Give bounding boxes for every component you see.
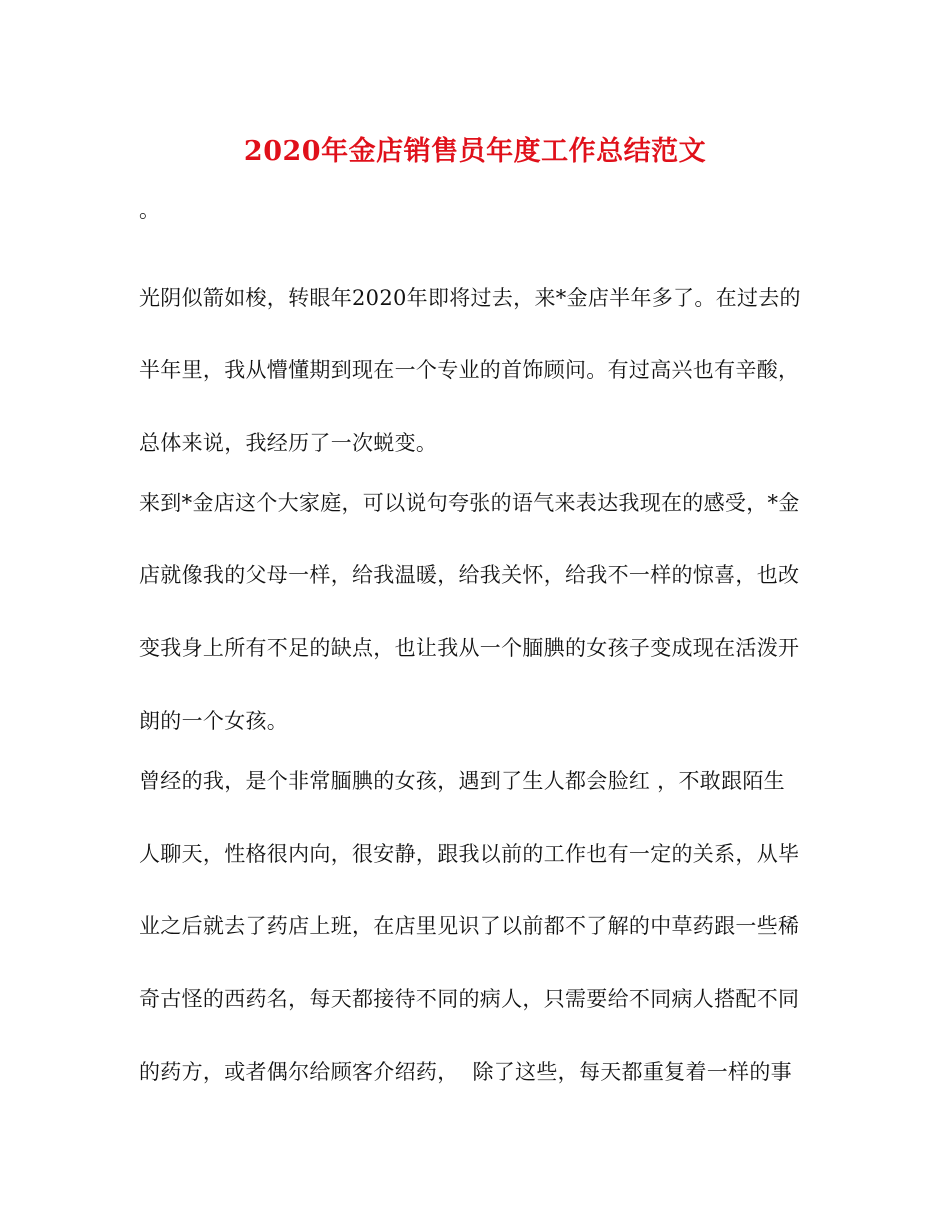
paragraph-line: 的药方，或者偶尔给顾客介绍药， 除了这些，每天都重复着一样的事 xyxy=(139,1060,792,1084)
paragraph-line: 奇古怪的西药名，每天都接待不同的病人，只需要给不同病人搭配不同 xyxy=(139,987,800,1011)
paragraph-line: 半年里，我从懵懂期到现在一个专业的首饰顾问。有过高兴也有辛酸， xyxy=(139,358,800,382)
paragraph-line: 光阴似箭如梭，转眼年2020年即将过去，来*金店半年多了。在过去的 xyxy=(139,286,801,310)
paragraph-line: 业之后就去了药店上班，在店里见识了以前都不了解的中草药跟一些稀 xyxy=(139,914,800,938)
paragraph-line: 店就像我的父母一样，给我温暖，给我关怀，给我不一样的惊喜，也改 xyxy=(139,563,800,587)
paragraph-line: 朗的一个女孩。 xyxy=(139,709,289,733)
paragraph-line: 曾经的我，是个非常腼腆的女孩，遇到了生人都会脸红 ，不敢跟陌生 xyxy=(139,769,785,793)
document-title: 2020年金店销售员年度工作总结范文 xyxy=(243,136,707,167)
paragraph-line: 来到*金店这个大家庭，可以说句夸张的语气来表达我现在的感受，*金 xyxy=(139,491,800,515)
paragraph-line: 变我身上所有不足的缺点，也让我从一个腼腆的女孩子变成现在活泼开 xyxy=(139,636,800,660)
paragraph-line: 。 xyxy=(139,198,161,222)
paragraph-line: 总体来说，我经历了一次蜕变。 xyxy=(139,431,438,455)
paragraph-line: 人聊天，性格很内向，很安静，跟我以前的工作也有一定的关系，从毕 xyxy=(139,842,800,866)
